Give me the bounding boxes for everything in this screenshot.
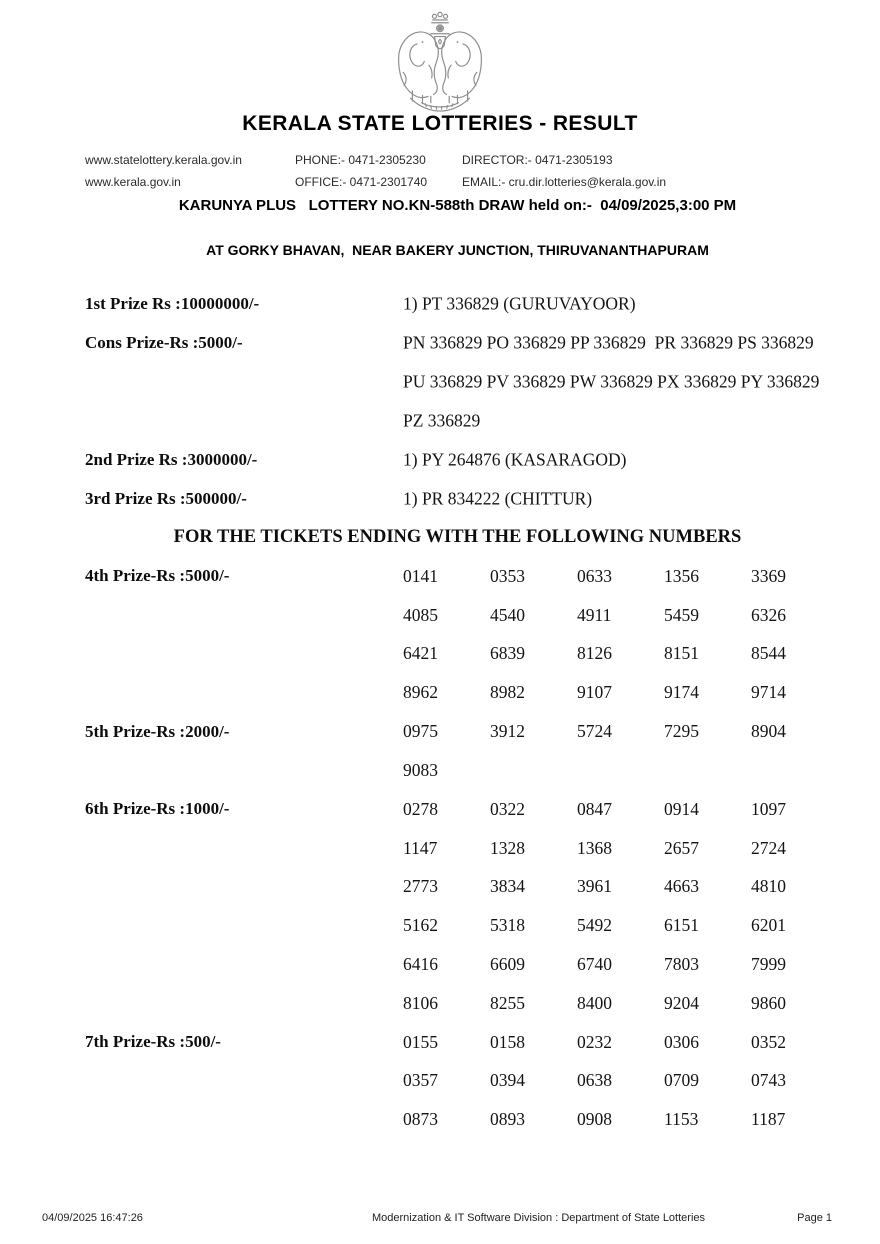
draw-title: KARUNYA PLUS LOTTERY NO.KN-588th DRAW held on:- 04/09/2025,3:00 PM xyxy=(178,197,737,214)
prize-section-7th xyxy=(85,1023,830,1139)
contact-block xyxy=(85,153,830,197)
ticket-number: 8962 xyxy=(403,682,438,703)
fifth-prize-label: 5th Prize-Rs :2000/- xyxy=(85,721,230,741)
ticket-number: 6421 xyxy=(403,643,438,664)
fourth-prize-label: 4th Prize-Rs :5000/- xyxy=(85,566,230,586)
ticket-number: 8106 xyxy=(403,992,438,1013)
ticket-number: 4911 xyxy=(577,604,612,625)
cons-prize-row-3 xyxy=(85,401,830,440)
ticket-number: 0914 xyxy=(664,798,699,819)
ticket-number: 8904 xyxy=(751,721,786,742)
sixth-prize-label: 6th Prize-Rs :1000/- xyxy=(85,799,230,819)
director-number: DIRECTOR:- 0471-2305193 xyxy=(462,153,613,167)
ticket-number: 0322 xyxy=(490,798,525,819)
website-statelottery: www.statelottery.kerala.gov.in xyxy=(85,153,242,167)
first-prize-label: 1st Prize Rs :10000000/- xyxy=(85,294,260,314)
third-prize-row xyxy=(85,479,830,518)
first-prize-result: 1) PT 336829 (GURUVAYOOR) xyxy=(403,293,636,314)
office-number: OFFICE:- 0471-2301740 xyxy=(295,175,428,189)
ticket-number: 5724 xyxy=(577,721,612,742)
ticket-number: 8982 xyxy=(490,682,525,703)
ticket-number: 1328 xyxy=(490,837,525,858)
ticket-number: 0873 xyxy=(403,1109,438,1130)
cons-prize-label: Cons Prize-Rs :5000/- xyxy=(85,333,243,353)
ticket-number: 9714 xyxy=(751,682,786,703)
ticket-number: 4540 xyxy=(490,604,525,625)
ending-numbers-heading-row xyxy=(85,518,830,557)
ticket-number: 4810 xyxy=(751,876,786,897)
ticket-number: 0638 xyxy=(577,1070,612,1091)
cons-prize-row xyxy=(85,324,830,363)
ticket-number: 1356 xyxy=(664,565,699,586)
third-prize-result: 1) PR 834222 (CHITTUR) xyxy=(403,488,593,509)
ticket-number: 0357 xyxy=(403,1070,438,1091)
contact-row-1 xyxy=(85,153,830,175)
prize-section-6th xyxy=(85,790,830,1023)
ticket-number: 1153 xyxy=(664,1109,699,1130)
ticket-number: 5318 xyxy=(490,915,525,936)
kerala-government-emblem-icon xyxy=(394,8,486,117)
cons-prize-line-3: PZ 336829 xyxy=(403,410,481,431)
ticket-number: 3369 xyxy=(751,565,786,586)
ticket-number: 8544 xyxy=(751,643,786,664)
ticket-number: 1187 xyxy=(751,1109,786,1130)
ticket-number: 0278 xyxy=(403,798,438,819)
website-kerala: www.kerala.gov.in xyxy=(85,175,181,189)
ticket-number: 8151 xyxy=(664,643,699,664)
prize-section-5th xyxy=(85,712,830,790)
cons-prize-line-2: PU 336829 PV 336829 PW 336829 PX 336829 PY 336829 xyxy=(403,371,820,392)
cons-prize-row-2 xyxy=(85,363,830,402)
ticket-number: 0394 xyxy=(490,1070,525,1091)
ticket-number: 0847 xyxy=(577,798,612,819)
ticket-number: 0353 xyxy=(490,565,525,586)
ticket-number: 1147 xyxy=(403,837,438,858)
contact-row-2 xyxy=(85,175,830,197)
ticket-number: 0232 xyxy=(577,1031,612,1052)
ticket-number: 6416 xyxy=(403,953,438,974)
ticket-number: 0155 xyxy=(403,1031,438,1052)
ticket-number: 0908 xyxy=(577,1109,612,1130)
footer-division: Modernization & IT Software Division : Department of State Lotteries xyxy=(372,1212,706,1224)
ticket-number: 0893 xyxy=(490,1109,525,1130)
ticket-number: 7803 xyxy=(664,953,699,974)
page-title: KERALA STATE LOTTERIES - RESULT xyxy=(242,112,638,135)
fourth-prize-numbers xyxy=(403,557,830,712)
ticket-number: 0158 xyxy=(490,1031,525,1052)
ticket-number: 0709 xyxy=(664,1070,699,1091)
ending-numbers-heading: FOR THE TICKETS ENDING WITH THE FOLLOWING NUMBERS xyxy=(173,526,742,547)
first-prize-row xyxy=(85,285,830,324)
ticket-number: 2773 xyxy=(403,876,438,897)
ticket-number: 8126 xyxy=(577,643,612,664)
seventh-prize-numbers xyxy=(403,1023,830,1139)
venue-line: AT GORKY BHAVAN, NEAR BAKERY JUNCTION, THIRUVANANTHAPURAM xyxy=(206,242,709,258)
cons-prize-line-1: PN 336829 PO 336829 PP 336829 PR 336829 PS 336829 xyxy=(403,332,814,353)
seventh-prize-label: 7th Prize-Rs :500/- xyxy=(85,1032,221,1052)
ticket-number: 0975 xyxy=(403,721,438,742)
ticket-number: 5492 xyxy=(577,915,612,936)
ticket-number: 5162 xyxy=(403,915,438,936)
ticket-number: 9107 xyxy=(577,682,612,703)
page-footer xyxy=(0,1212,880,1232)
email-address: EMAIL:- cru.dir.lotteries@kerala.gov.in xyxy=(462,175,667,189)
ticket-number: 3912 xyxy=(490,721,525,742)
ticket-number: 6740 xyxy=(577,953,612,974)
ticket-number: 7999 xyxy=(751,953,786,974)
ticket-number: 0352 xyxy=(751,1031,786,1052)
ticket-number: 0743 xyxy=(751,1070,786,1091)
third-prize-label: 3rd Prize Rs :500000/- xyxy=(85,488,247,508)
ticket-number: 7295 xyxy=(664,721,699,742)
ticket-number: 9174 xyxy=(664,682,699,703)
ticket-number: 3834 xyxy=(490,876,525,897)
ticket-number: 4085 xyxy=(403,604,438,625)
ticket-number: 4663 xyxy=(664,876,699,897)
ticket-number: 9083 xyxy=(403,759,438,780)
ticket-number: 2657 xyxy=(664,837,699,858)
ticket-number: 1368 xyxy=(577,837,612,858)
footer-timestamp: 04/09/2025 16:47:26 xyxy=(42,1212,143,1224)
ticket-number: 5459 xyxy=(664,604,699,625)
ticket-number: 3961 xyxy=(577,876,612,897)
sixth-prize-numbers xyxy=(403,790,830,1023)
results-area xyxy=(85,285,830,1139)
ticket-number: 0141 xyxy=(403,565,438,586)
ticket-number: 9204 xyxy=(664,992,699,1013)
ticket-number: 0306 xyxy=(664,1031,699,1052)
second-prize-row xyxy=(85,440,830,479)
prize-section-4th xyxy=(85,557,830,712)
phone-number: PHONE:- 0471-2305230 xyxy=(295,153,426,167)
ticket-number: 9860 xyxy=(751,992,786,1013)
ticket-number: 8255 xyxy=(490,992,525,1013)
ticket-number: 6201 xyxy=(751,915,786,936)
ticket-number: 6151 xyxy=(664,915,699,936)
second-prize-result: 1) PY 264876 (KASARAGOD) xyxy=(403,449,627,470)
ticket-number: 8400 xyxy=(577,992,612,1013)
fifth-prize-numbers xyxy=(403,712,830,790)
ticket-number: 6839 xyxy=(490,643,525,664)
second-prize-label: 2nd Prize Rs :3000000/- xyxy=(85,449,258,469)
ticket-number: 1097 xyxy=(751,798,786,819)
ticket-number: 6609 xyxy=(490,953,525,974)
footer-page-number: Page 1 xyxy=(797,1212,832,1224)
ticket-number: 0633 xyxy=(577,565,612,586)
ticket-number: 2724 xyxy=(751,837,786,858)
ticket-number: 6326 xyxy=(751,604,786,625)
